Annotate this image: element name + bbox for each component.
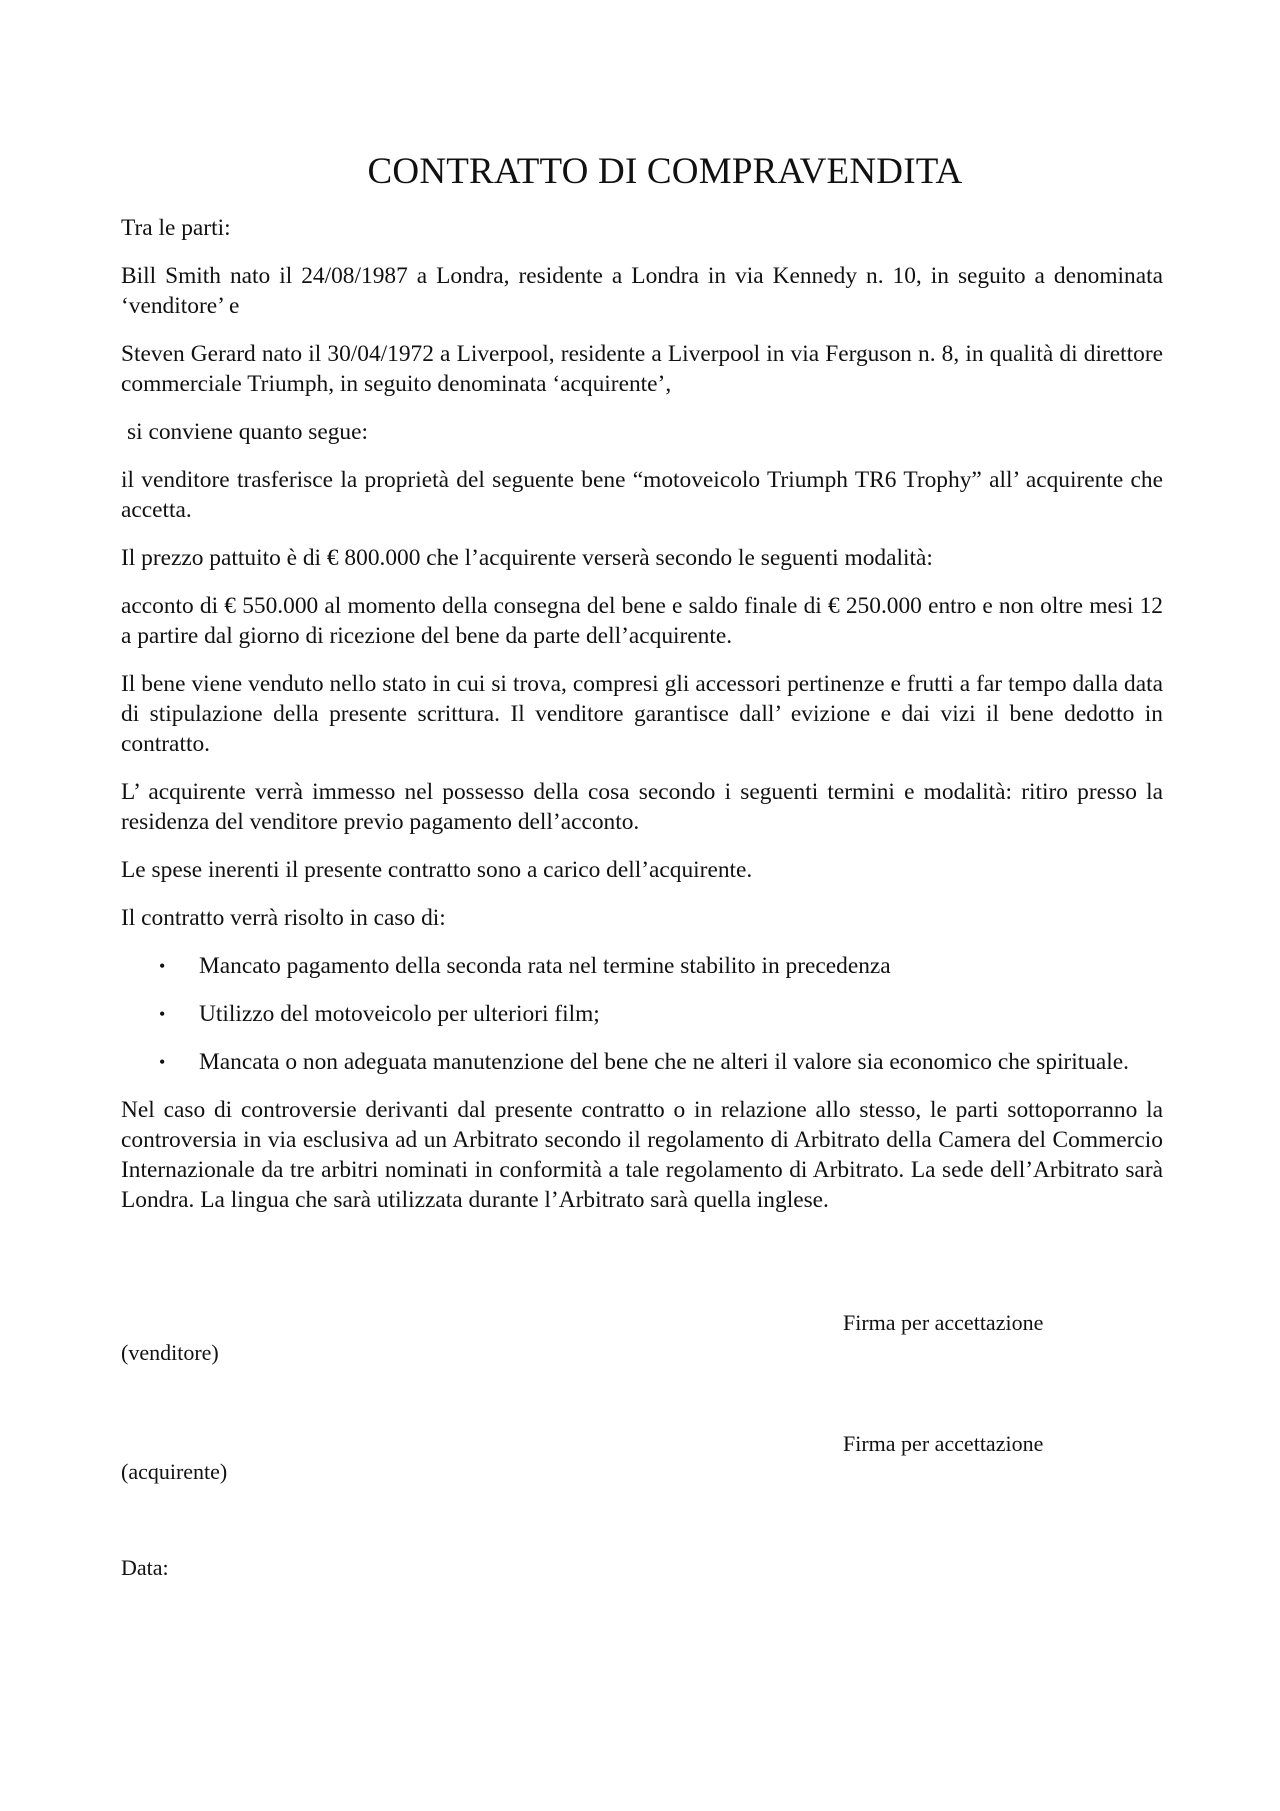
bullet-icon: • — [159, 1052, 166, 1072]
contract-body — [121, 213, 1163, 1233]
list-item — [121, 1047, 1163, 1077]
parties-intro: Tra le parti: — [121, 215, 231, 241]
list-item-text: Mancata o non adeguata manutenzione del bene che ne alteri il valore sia economico che spirituale. — [199, 1049, 1130, 1075]
list-item-text: Mancato pagamento della seconda rata nel termine stabilito in precedenza — [199, 953, 891, 979]
seller-paragraph: Bill Smith nato il 24/08/1987 a Londra, residente a Londra in via Kennedy n. 10, in seguito a denominata ‘venditore’ e — [121, 263, 1163, 319]
possession-paragraph: L’ acquirente verrà immesso nel possesso della cosa secondo i seguenti termini e modalità: ritiro presso la residenza del venditore previo pagamento dell’acconto. — [121, 779, 1163, 835]
bullet-icon: • — [159, 1004, 166, 1024]
buyer-paragraph: Steven Gerard nato il 30/04/1972 a Liverpool, residente a Liverpool in via Ferguson n. 8, in qualità di direttore commerciale Triumph, in seguito denominata ‘acquirente’, — [121, 341, 1163, 397]
document-title: CONTRATTO DI COMPRAVENDITA — [367, 151, 963, 192]
buyer-signature-label: (acquirente) — [121, 1459, 228, 1484]
price-paragraph: Il prezzo pattuito è di € 800.000 che l’acquirente verserà secondo le seguenti modalità: — [121, 545, 933, 571]
termination-intro: Il contratto verrà risolto in caso di: — [121, 905, 446, 931]
list-item-text: Utilizzo del motoveicolo per ulteriori film; — [199, 1001, 600, 1027]
list-item — [121, 951, 1163, 981]
bullet-icon: • — [159, 956, 166, 976]
condition-paragraph: Il bene viene venduto nello stato in cui si trova, compresi gli accessori pertinenze e frutti a far tempo dalla data di stipulazione della presente scrittura. Il venditore garantisce dall’ evizione e dai vizi il bene dedotto in contratto. — [121, 671, 1163, 757]
agreement-intro: si conviene quanto segue: — [127, 419, 368, 445]
seller-signature-label: (venditore) — [121, 1340, 219, 1365]
list-item — [121, 999, 1163, 1029]
arbitration-paragraph: Nel caso di controversie derivanti dal presente contratto o in relazione allo stesso, le parti sottoporranno la controversia in via esclusiva ad un Arbitrato secondo il regolamento di Arbitrato della Camera del Commercio Internazionale da tre arbitri nominati in conformità a tale regolamento di Arbitrato. La sede dell’Arbitrato sarà Londra. La lingua che sarà utilizzata durante l’Arbitrato sarà quella inglese. — [121, 1097, 1163, 1213]
transfer-paragraph: il venditore trasferisce la proprietà del seguente bene “motoveicolo Triumph TR6 Trophy” all’ acquirente che accetta. — [121, 467, 1163, 523]
seller-signature-caption: Firma per accettazione — [843, 1310, 1044, 1335]
date-label: Data: — [121, 1555, 169, 1580]
expenses-paragraph: Le spese inerenti il presente contratto sono a carico dell’acquirente. — [121, 857, 753, 883]
termination-list — [121, 951, 1163, 1077]
buyer-signature-caption: Firma per accettazione — [843, 1431, 1044, 1456]
payment-terms-paragraph: acconto di € 550.000 al momento della consegna del bene e saldo finale di € 250.000 entro e non oltre mesi 12 a partire dal giorno di ricezione del bene da parte dell’acquirente. — [121, 593, 1163, 649]
